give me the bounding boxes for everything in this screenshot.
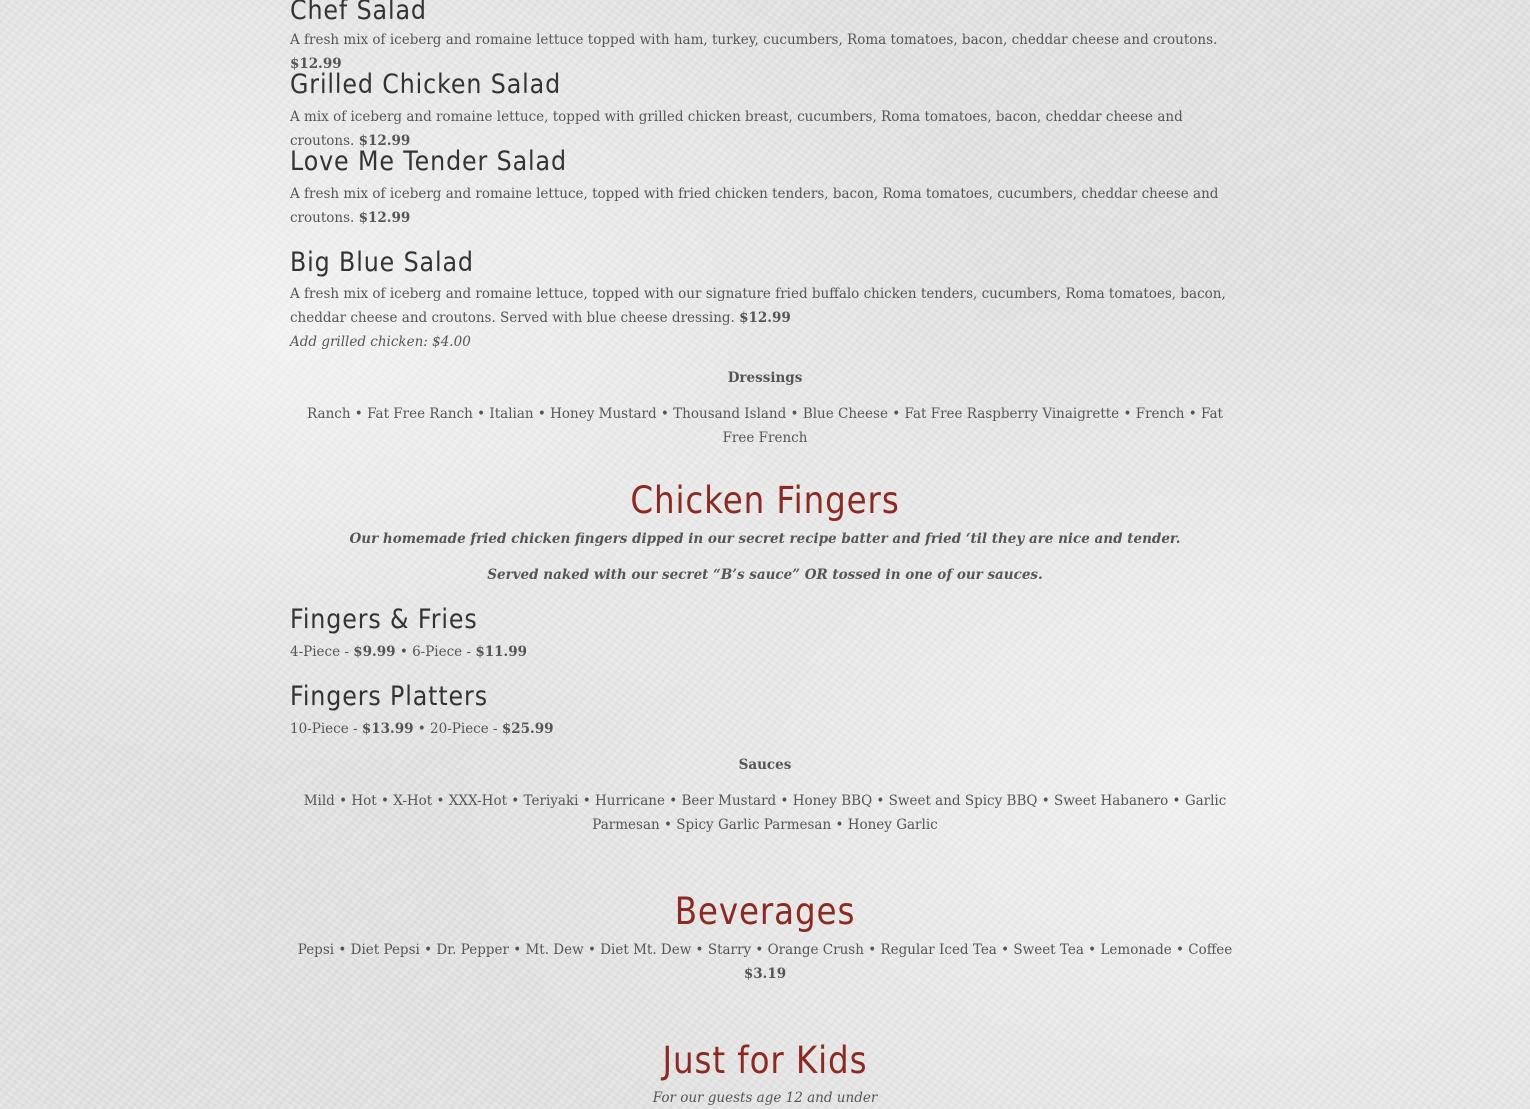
menu-item-price: $12.99 bbox=[358, 133, 411, 149]
dressings-label: Dressings bbox=[727, 370, 803, 386]
menu-item-price: $12.99 bbox=[739, 310, 791, 326]
section-intro bbox=[290, 563, 1240, 587]
menu-item-title: Fingers Platters bbox=[290, 681, 488, 712]
dressings-list: Ranch • Fat Free Ranch • Italian • Honey Mustard • Thousand Island • Blue Cheese • Fat Free Raspberry Vinaigrette • French • Fat Free French bbox=[307, 406, 1223, 446]
menu-item-price: $12.99 bbox=[358, 210, 411, 226]
sauces-list: Mild • Hot • X-Hot • XXX-Hot • Teriyaki • Hurricane • Beer Mustard • Honey BBQ • Sweet and Spicy BBQ • Sweet Habanero • Garlic Parmesan • Spicy Garlic Parmesan • Honey Garlic bbox=[303, 793, 1227, 833]
menu-item-title: Fingers & Fries bbox=[290, 604, 478, 635]
option-label: 10-Piece - bbox=[290, 721, 362, 737]
menu-item-options bbox=[290, 640, 1240, 664]
description-text: A fresh mix of iceberg and romaine lettuce, topped with fried chicken tenders, bacon, Roma tomatoes, cucumbers, cheddar cheese and croutons. bbox=[290, 186, 1219, 226]
section-intro bbox=[290, 527, 1240, 551]
section-title-chicken-fingers: Chicken Fingers bbox=[630, 479, 900, 522]
intro-text: Served naked with our secret “B’s sauce” OR tossed in one of our sauces. bbox=[487, 567, 1043, 583]
description-text: A fresh mix of iceberg and romaine lettuce, topped with our signature fried buffalo chicken tenders, cucumbers, Roma tomatoes, bacon, cheddar cheese and croutons. Served with blue cheese dressing. bbox=[290, 286, 1226, 326]
section-title-beverages: Beverages bbox=[674, 890, 856, 933]
intro-text: Our homemade fried chicken fingers dipped in our secret recipe batter and fried ‘til they are nice and tender. bbox=[349, 531, 1181, 547]
menu-item-options bbox=[290, 717, 1240, 741]
option-separator: • bbox=[395, 644, 413, 660]
menu-item-title: Grilled Chicken Salad bbox=[290, 69, 562, 100]
sauces-label: Sauces bbox=[738, 757, 792, 773]
menu-item-price: $12.99 bbox=[290, 56, 342, 72]
section-title-kids: Just for Kids bbox=[662, 1039, 868, 1082]
description-text: A mix of iceberg and romaine lettuce, topped with grilled chicken breast, cucumbers, Roma tomatoes, bacon, cheddar cheese and croutons. bbox=[290, 109, 1183, 149]
option-label: 20-Piece - bbox=[430, 721, 502, 737]
beverages-list: Pepsi • Diet Pepsi • Dr. Pepper • Mt. Dew • Diet Mt. Dew • Starry • Orange Crush • Regular Iced Tea • Sweet Tea • Lemonade • Coffee bbox=[297, 942, 1233, 958]
option-label: 6-Piece - bbox=[412, 644, 476, 660]
beverages-price: $3.19 bbox=[743, 966, 787, 982]
option-price: $9.99 bbox=[353, 644, 396, 660]
option-separator: • bbox=[413, 721, 431, 737]
option-price: $25.99 bbox=[501, 721, 554, 737]
menu-item-addon: Add grilled chicken: $4.00 bbox=[290, 334, 471, 350]
menu-item-title: Chef Salad bbox=[290, 0, 427, 26]
option-price: $13.99 bbox=[361, 721, 414, 737]
description-text: A fresh mix of iceberg and romaine lettuce topped with ham, turkey, cucumbers, Roma tomatoes, bacon, cheddar cheese and croutons. bbox=[290, 32, 1218, 48]
menu-item-title: Love Me Tender Salad bbox=[290, 146, 567, 177]
option-label: 4-Piece - bbox=[290, 644, 354, 660]
menu-item-description bbox=[290, 282, 1240, 330]
menu-item-title: Big Blue Salad bbox=[290, 247, 474, 278]
kids-subtitle: For our guests age 12 and under bbox=[652, 1090, 878, 1106]
option-price: $11.99 bbox=[475, 644, 527, 660]
menu-item-description bbox=[290, 182, 1240, 230]
